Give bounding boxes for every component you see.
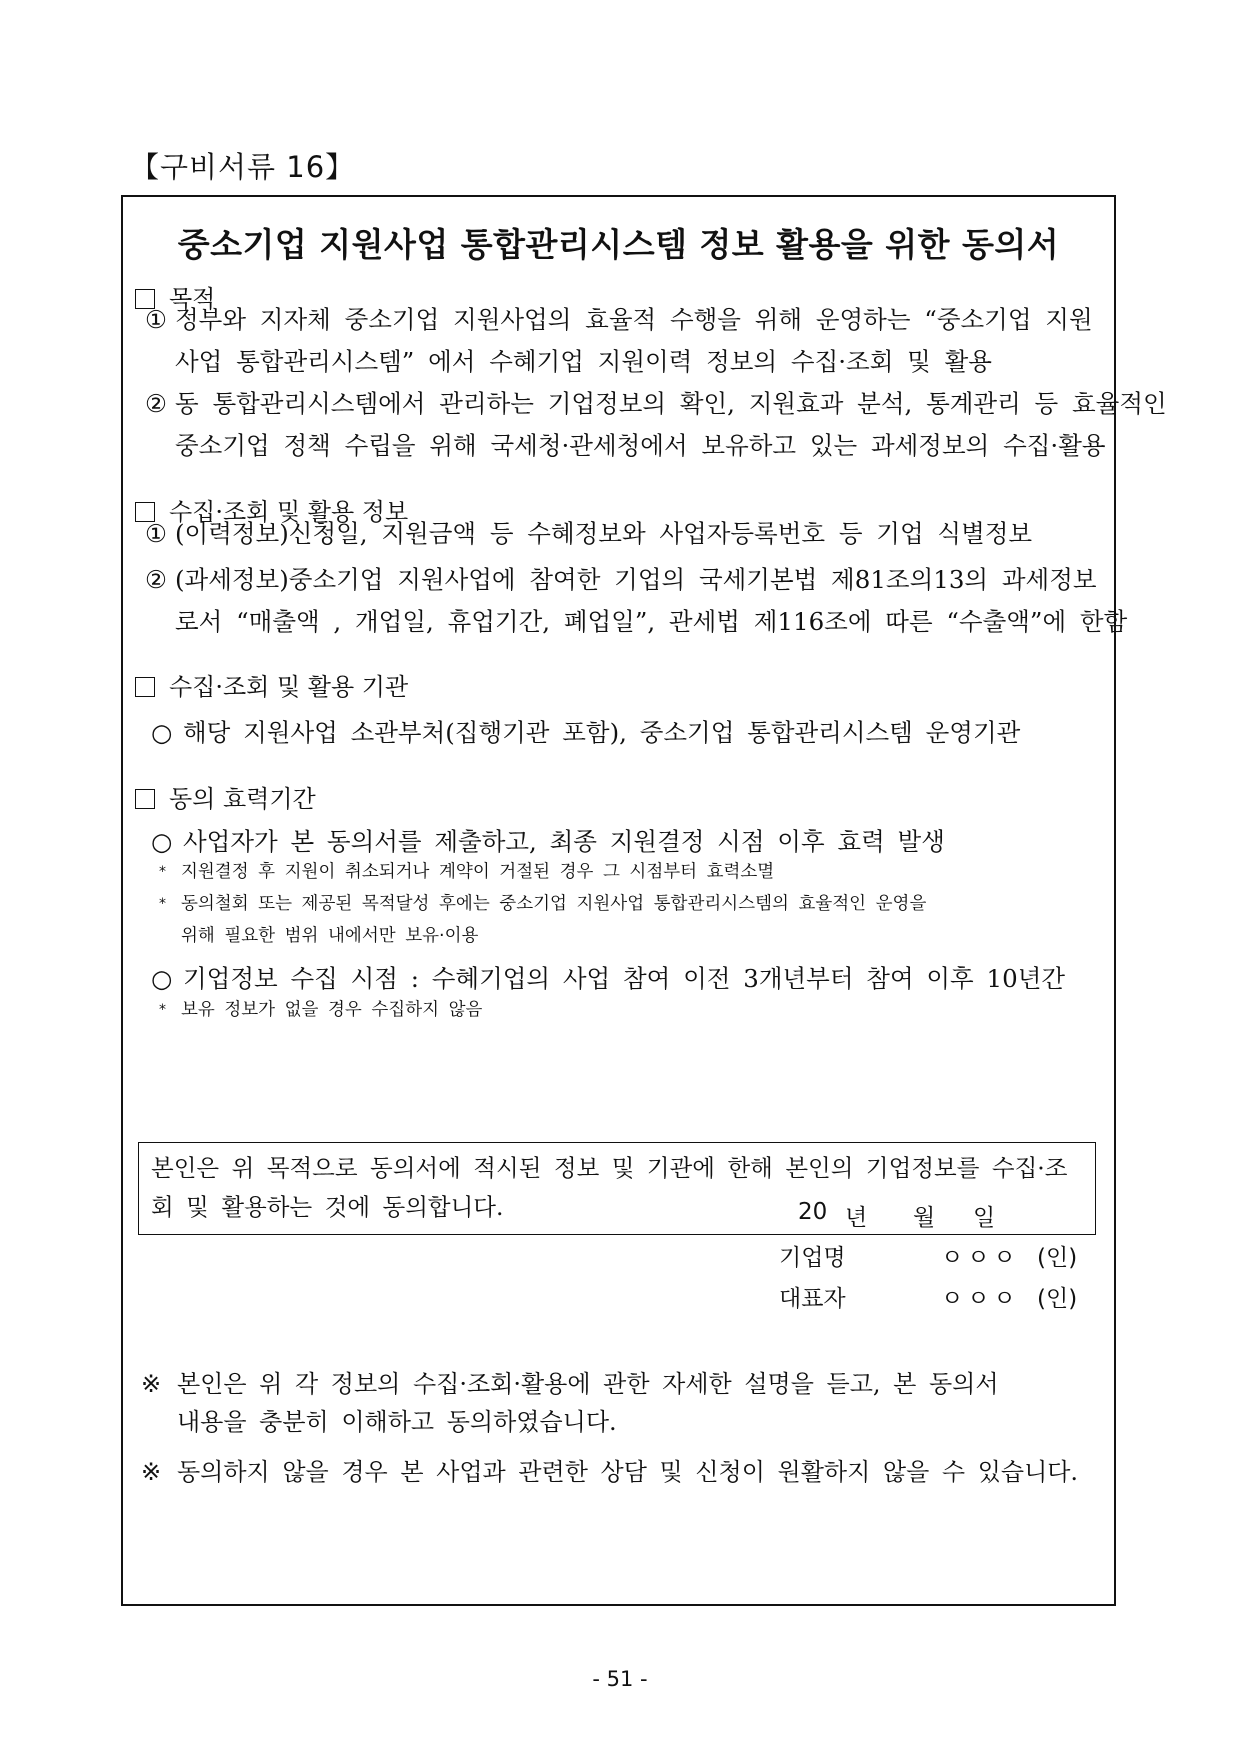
info-item-2: ② (과세정보)중소기업 지원사업에 참여한 기업의 국세기본법 제81조의13의 과세정보 로서 “매출액 , 개업일, 휴업기간, 폐업일”, 관세법 제116조에 따른 “수출액”에 한함 xyxy=(145,565,1128,636)
page-number: - 51 - xyxy=(592,1667,648,1691)
footnote-1: ※ 본인은 위 각 정보의 수집·조회·활용에 관한 자세한 설명을 듣고, 본 동의서 내용을 충분히 이해하고 동의하였습니다. xyxy=(141,1370,999,1436)
period-note-1: * 지원결정 후 지원이 취소되거나 계약이 거절된 경우 그 시점부터 효력소멸 xyxy=(159,862,775,882)
section-agency-heading: 수집·조회 및 활용 기관 xyxy=(135,667,408,702)
purpose-item-1: ① 정부와 지자체 중소기업 지원사업의 효율적 수행을 위해 운영하는 “중소기업 지원 사업 통합관리시스템” 에서 수혜기업 지원이력 정보의 수집·조회 및 활용 xyxy=(145,305,1093,376)
period-bullet-1: ○ 사업자가 본 동의서를 제출하고, 최종 지원결정 시점 이후 효력 발생 xyxy=(151,827,945,856)
period-note-2: * 동의철회 또는 제공된 목적달성 후에는 중소기업 지원사업 통합관리시스템의 효율적인 운영을 위해 필요한 범위 내에서만 보유·이용 xyxy=(159,894,927,946)
section-purpose-heading: 목적 xyxy=(135,279,215,314)
period-note-3: * 보유 정보가 없을 경우 수집하지 않음 xyxy=(159,1000,483,1020)
representative-seal: (인) xyxy=(1037,1286,1078,1312)
representative-value: ㅇㅇㅇ xyxy=(941,1286,1020,1312)
section-info-heading: 수집·조회 및 활용 정보 xyxy=(135,492,408,527)
representative-signature-row xyxy=(751,1280,1078,1316)
month-label: 월 xyxy=(913,1205,936,1231)
section-period-heading: 동의 효력기간 xyxy=(135,779,316,814)
day-label: 일 xyxy=(973,1205,996,1231)
agency-bullet: ○ 해당 지원사업 소관부처(집행기관 포함), 중소기업 통합관리시스템 운영기관 xyxy=(151,718,1021,747)
document-label: 【구비서류 16】 xyxy=(130,150,356,184)
consent-form-frame xyxy=(121,195,1167,1606)
period-bullet-2: ○ 기업정보 수집 시점 : 수혜기업의 사업 참여 이전 3개년부터 참여 이후 10년간 xyxy=(151,964,1066,993)
representative-label: 대표자 xyxy=(779,1286,846,1312)
form-title: 중소기업 지원사업 통합관리시스템 정보 활용을 위한 동의서 xyxy=(177,225,1060,264)
company-label: 기업명 xyxy=(779,1245,846,1271)
checkbox-square-icon xyxy=(135,677,155,697)
purpose-item-2: ② 동 통합관리시스템에서 관리하는 기업정보의 확인, 지원효과 분석, 통계관리 등 효율적인 중소기업 정책 수립을 위해 국세청·관세청에서 보유하고 있는 과세정보의 수집·활용 xyxy=(145,389,1167,460)
consent-statement-box: 본인은 위 목적으로 동의서에 적시된 정보 및 기관에 한해 본인의 기업정보를 수집·조회 및 활용하는 것에 동의합니다. xyxy=(138,1142,1096,1235)
footnote-2: ※ 동의하지 않을 경우 본 사업과 관련한 상담 및 신청이 원활하지 않을 수 있습니다. xyxy=(141,1458,1079,1486)
company-seal: (인) xyxy=(1037,1245,1078,1271)
company-value: ㅇㅇㅇ xyxy=(941,1245,1020,1271)
checkbox-square-icon xyxy=(135,789,155,809)
company-signature-row xyxy=(751,1239,1078,1275)
year-prefix: 20 xyxy=(798,1199,828,1225)
info-item-1: ① (이력정보)신청일, 지원금액 등 수혜정보와 사업자등록번호 등 기업 식별정보 xyxy=(145,519,1033,548)
year-label: 년 xyxy=(845,1205,868,1231)
